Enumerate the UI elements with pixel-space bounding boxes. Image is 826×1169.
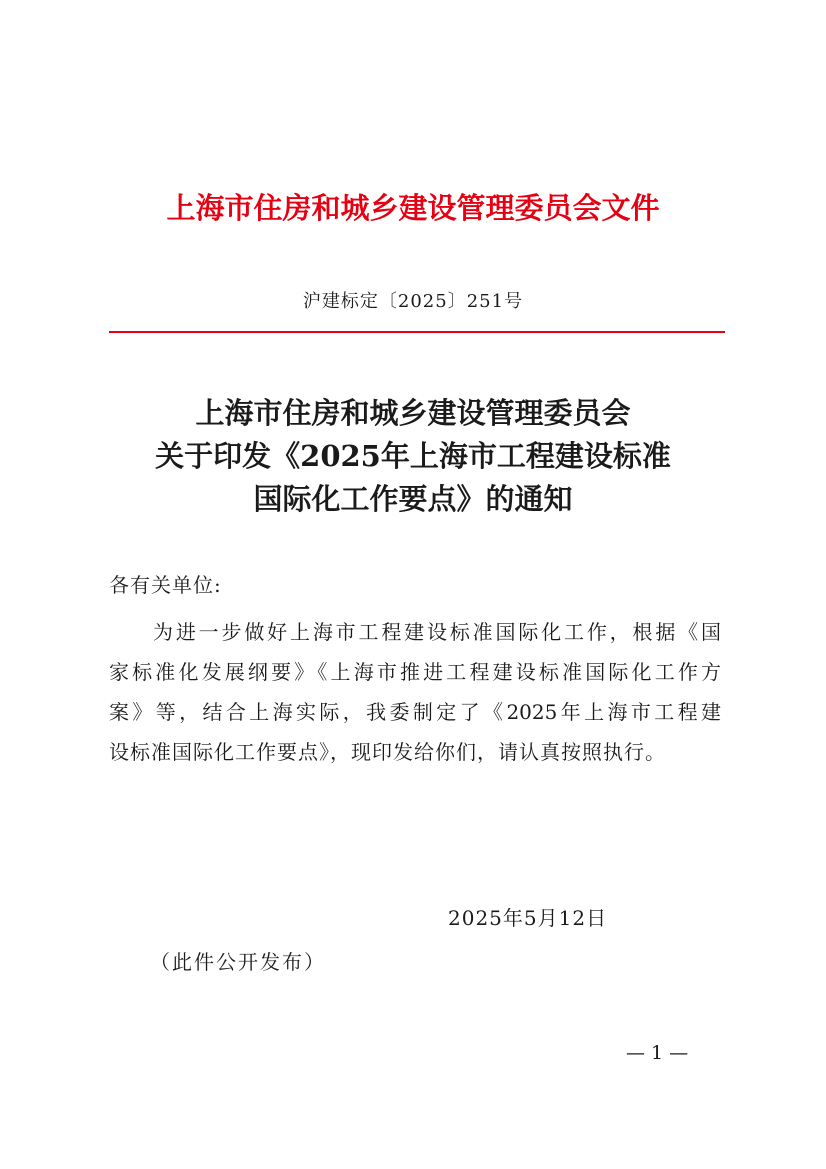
notice-title-line-1: 上海市住房和城乡建设管理委员会 xyxy=(195,396,631,430)
public-release-note: （此件公开发布） xyxy=(150,950,326,974)
body-line-2: 家标准化发展纲要》《上海市推进工程建设标准国际化工作方 xyxy=(109,660,721,684)
body-line-1: 为进一步做好上海市工程建设标准国际化工作，根据《国 xyxy=(153,620,721,644)
notice-title xyxy=(0,392,826,521)
masthead-title: 上海市住房和城乡建设管理委员会文件 xyxy=(166,191,660,225)
body-line-4: 设标准国际化工作要点》，现印发给你们，请认真按照执行。 xyxy=(109,740,666,764)
body-line-3: 案》等，结合上海实际，我委制定了《2025年上海市工程建 xyxy=(109,700,721,724)
red-separator-line xyxy=(109,331,725,333)
body-paragraph xyxy=(109,612,721,772)
page-number: — 1 — xyxy=(626,1042,689,1064)
notice-title-line-3: 国际化工作要点》的通知 xyxy=(253,482,573,516)
salutation: 各有关单位: xyxy=(109,573,222,597)
notice-title-line-2: 关于印发《2025年上海市工程建设标准 xyxy=(155,439,671,473)
issue-date: 2025年5月12日 xyxy=(448,906,608,930)
document-number: 沪建标定〔2025〕251号 xyxy=(302,291,524,312)
